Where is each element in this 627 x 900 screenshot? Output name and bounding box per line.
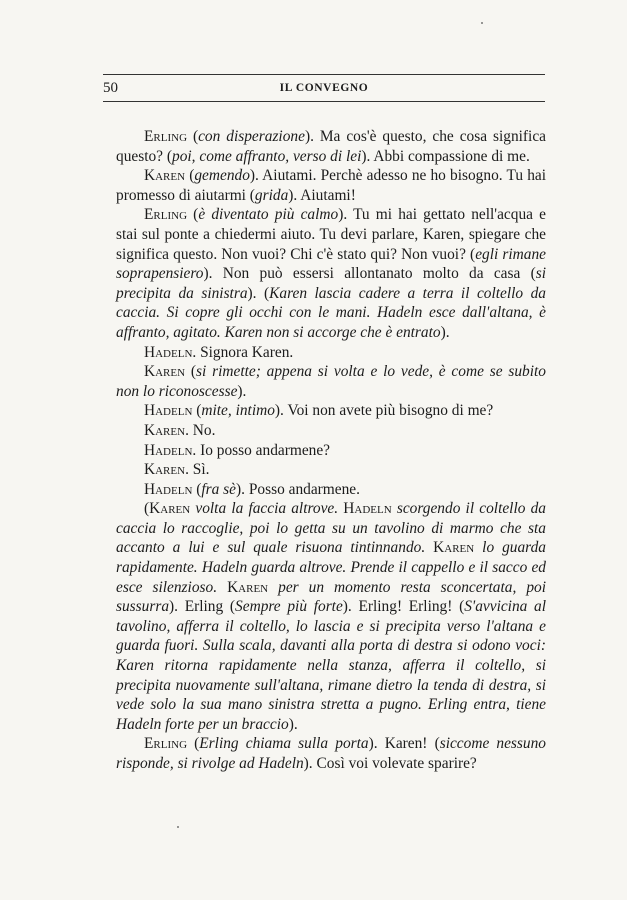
speaker-name: Hadeln — [144, 402, 193, 420]
paragraph — [116, 401, 546, 421]
dialogue-text: . Sì. — [185, 461, 210, 479]
dialogue-text: ( — [185, 363, 197, 381]
paper-speck — [177, 826, 179, 828]
paragraph — [116, 127, 546, 166]
dialogue-text: . No. — [185, 421, 216, 439]
speaker-name: Erling — [144, 128, 188, 145]
page-body — [116, 127, 546, 774]
dialogue-text: ). Tu mi hai gettato nell'acqua e stai sul ponte a chiedermi aiuto. Tu devi parlare, Karen, spiegare che significa questo. Non vuoi? Chi c'è stato qui? Non vuoi? ( — [116, 206, 546, 263]
stage-direction: scorgendo il coltello da caccia lo raccoglie, poi lo getta su un tavolino di marmo che sta accanto a lui e sul quale risuona tintinnando. — [116, 500, 546, 557]
speaker-name: Erling — [144, 735, 188, 753]
stage-direction: poi, come affranto, verso di lei — [172, 147, 362, 165]
page-number: 50 — [103, 80, 118, 96]
dialogue-text: ( — [187, 735, 200, 753]
dialogue-text: ). Abbi compassione di me. — [361, 147, 530, 165]
paragraph — [116, 441, 546, 461]
stage-direction: per un momento resta sconcertata, poi sussurra — [116, 578, 546, 616]
stage-direction: siccome nessuno risponde, si rivolge ad Hadeln — [116, 735, 546, 772]
stage-direction: mite, intimo — [201, 402, 275, 420]
paragraph — [116, 421, 546, 441]
stage-direction: grida — [254, 186, 289, 204]
paragraph — [116, 460, 546, 480]
stage-direction: con disperazione — [198, 128, 305, 145]
stage-direction: Sempre più forte — [235, 598, 343, 616]
speaker-name: Hadeln — [144, 343, 193, 361]
stage-direction: egli rimane soprapensiero — [116, 245, 547, 283]
speaker-name: Karen — [144, 167, 186, 185]
stage-direction: si rimette; appena si volta e lo vede, è come se subito non lo riconoscesse — [116, 363, 546, 400]
dialogue-text: ( — [192, 480, 202, 498]
dialogue-text: ). Ma cos'è questo, che cosa significa questo? ( — [116, 128, 546, 165]
dialogue-text: ). — [440, 323, 450, 341]
dialogue-text: ( — [144, 500, 150, 518]
header-rule-bottom — [103, 101, 545, 102]
speaker-name: Karen — [144, 363, 186, 381]
dialogue-text: . Io posso andarmene? — [192, 441, 331, 459]
speaker-name: Erling — [144, 206, 188, 224]
paragraph — [116, 205, 546, 342]
dialogue-text: ). ( — [247, 284, 270, 302]
dialogue-text: ). Posso andarmene. — [236, 480, 360, 498]
running-title: IL CONVEGNO — [279, 82, 369, 94]
speaker-name: Hadeln — [343, 500, 392, 518]
stage-direction: è diventato più calmo — [198, 206, 339, 224]
stage-direction: gemendo — [194, 167, 250, 185]
dialogue-text: ). Erling ( — [169, 598, 236, 616]
dialogue-text: ). Non può essersi allontanato molto da casa ( — [203, 265, 536, 283]
dialogue-text: ). Karen! ( — [368, 735, 440, 753]
dialogue-text: ). Aiutami. Perchè adesso ne ho bisogno. Tu hai promesso di aiutarmi ( — [116, 167, 546, 204]
stage-direction: si precipita da sinistra — [116, 265, 546, 302]
speaker-name: Hadeln — [144, 441, 193, 459]
dialogue-text: ( — [185, 167, 195, 185]
dialogue-text: ( — [187, 206, 199, 224]
dialogue-text: ). Erling! Erling! ( — [342, 598, 465, 616]
speaker-name: Karen — [144, 421, 186, 439]
dialogue-text: ( — [187, 128, 199, 145]
stage-direction: Karen lascia cadere a terra il coltello da caccia. Si copre gli occhi con le mani. Hadeln esce dall'altana, è affranto, agitato. Karen non si accorge che è entrato — [116, 284, 546, 341]
page-header — [103, 80, 545, 102]
stage-direction: volta la faccia altrove. — [190, 500, 344, 518]
stage-direction: S'avvicina al tavolino, afferra il coltello, lo lascia e si precipita verso l'altana e guarda fuori. Sulla scala, davanti alla porta di destra si odono voci: Karen ritorna rapidamente nella stanza, afferra il coltello, si precipita nuovamente sull'altana, rimane dietro la tenda di destra, si vede solo la sua mano sinistra stretta a pugno. Erling entra, tiene Hadeln forte per un braccio — [116, 598, 547, 733]
paragraph — [116, 499, 546, 734]
dialogue-text: ). — [288, 715, 298, 733]
paragraph — [116, 362, 546, 401]
paragraph — [116, 734, 546, 773]
dialogue-text: ). — [237, 382, 247, 400]
speaker-name: Hadeln — [144, 480, 193, 498]
stage-direction: Erling chiama sulla porta — [199, 735, 369, 753]
dialogue-text: . Signora Karen. — [192, 343, 294, 361]
stage-direction: fra sè — [201, 480, 237, 498]
header-rule-top — [103, 74, 545, 75]
speaker-name: Karen — [227, 578, 269, 596]
paragraph — [116, 343, 546, 363]
speaker-name: Karen — [144, 461, 186, 479]
paper-speck — [481, 22, 483, 24]
dialogue-text: ). Voi non avete più bisogno di me? — [274, 402, 494, 420]
dialogue-text: ( — [192, 402, 202, 420]
paragraph — [116, 480, 546, 500]
paragraph — [116, 166, 546, 205]
dialogue-text: ). Così voi volevate sparire? — [303, 755, 477, 772]
speaker-name: Karen — [433, 539, 475, 557]
stage-direction: lo guarda rapidamente. Hadeln guarda altrove. Prende il cappello e il sacco ed esce silenzioso. — [116, 539, 546, 596]
dialogue-text: ). Aiutami! — [288, 186, 356, 204]
speaker-name: Karen — [149, 500, 191, 518]
